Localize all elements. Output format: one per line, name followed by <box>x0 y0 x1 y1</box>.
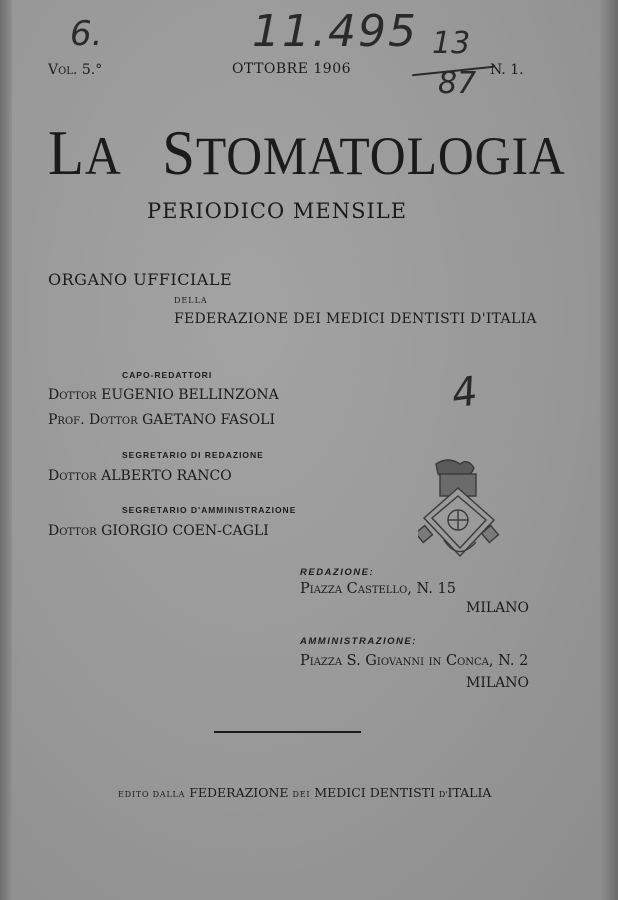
chief-editor-2-title: Prof. Dottor <box>48 412 138 428</box>
organ-line: ORGANO UFFICIALE <box>48 270 233 289</box>
page-edge-shadow <box>600 0 618 900</box>
journal-subtitle: PERIODICO MENSILE <box>147 199 408 223</box>
amministrazione-city: MILANO <box>466 675 529 691</box>
issue-number: N. 1. <box>490 62 524 78</box>
secretary <box>48 468 232 484</box>
volume-number: Vol. 5.° <box>48 62 103 78</box>
admin-secretary-label: SEGRETARIO D'AMMINISTRAZIONE <box>122 505 297 515</box>
handwritten-corner-number: 6. <box>70 14 103 54</box>
title-initial-s: S <box>162 117 196 188</box>
secretary-name: ALBERTO RANCO <box>101 468 232 484</box>
title-initial-l: L <box>48 117 85 188</box>
publisher-dei: DEI <box>292 790 311 799</box>
publisher-italia: ITALIA <box>447 785 492 800</box>
handwritten-margin-mark: 4 <box>448 368 481 418</box>
chief-editor-2-name: GAETANO FASOLI <box>142 412 276 428</box>
chief-editor-2 <box>48 412 275 428</box>
issue-date: OTTOBRE 1906 <box>232 61 352 77</box>
admin-secretary <box>48 523 269 539</box>
secretary-label: SEGRETARIO DI REDAZIONE <box>122 450 264 460</box>
title-rest-a: A <box>84 126 119 186</box>
chief-editor-1-title: Dottor <box>48 387 97 403</box>
redazione-label: REDAZIONE: <box>300 567 375 578</box>
chief-editor-1-name: EUGENIO BELLINZONA <box>101 387 279 403</box>
publisher-edito: EDITO DALLA <box>118 790 186 799</box>
amministrazione-label: AMMINISTRAZIONE: <box>300 636 417 647</box>
redazione-city: MILANO <box>466 600 529 616</box>
redazione-street: Piazza Castello, N. 15 <box>300 581 456 597</box>
publisher-d: D' <box>438 790 448 799</box>
library-stamp-icon <box>418 456 500 568</box>
organ-della: DELLA <box>174 296 208 305</box>
publisher-medici: MEDICI DENTISTI <box>314 785 435 800</box>
chief-editor-1 <box>48 387 279 403</box>
horizontal-rule <box>214 731 361 733</box>
page-spine-shadow <box>0 0 12 900</box>
secretary-title: Dottor <box>48 468 97 484</box>
handwritten-shelfmark: 11.495 <box>252 6 418 57</box>
handwritten-fraction-top: 13 <box>432 26 471 61</box>
organ-federation: FEDERAZIONE DEI MEDICI DENTISTI D'ITALIA <box>174 311 537 327</box>
publisher-line <box>118 785 491 800</box>
journal-title <box>48 116 566 190</box>
admin-secretary-name: GIORGIO COEN-CAGLI <box>101 523 269 539</box>
publisher-federazione: FEDERAZIONE <box>189 785 289 800</box>
admin-secretary-title: Dottor <box>48 523 97 539</box>
handwritten-fraction-bottom: 87 <box>438 66 477 101</box>
chief-editors-label: CAPO-REDATTORI <box>122 370 213 380</box>
title-rest-stomatologia: TOMATOLOGIA <box>195 126 566 186</box>
amministrazione-street: Piazza S. Giovanni in Conca, N. 2 <box>300 653 529 669</box>
